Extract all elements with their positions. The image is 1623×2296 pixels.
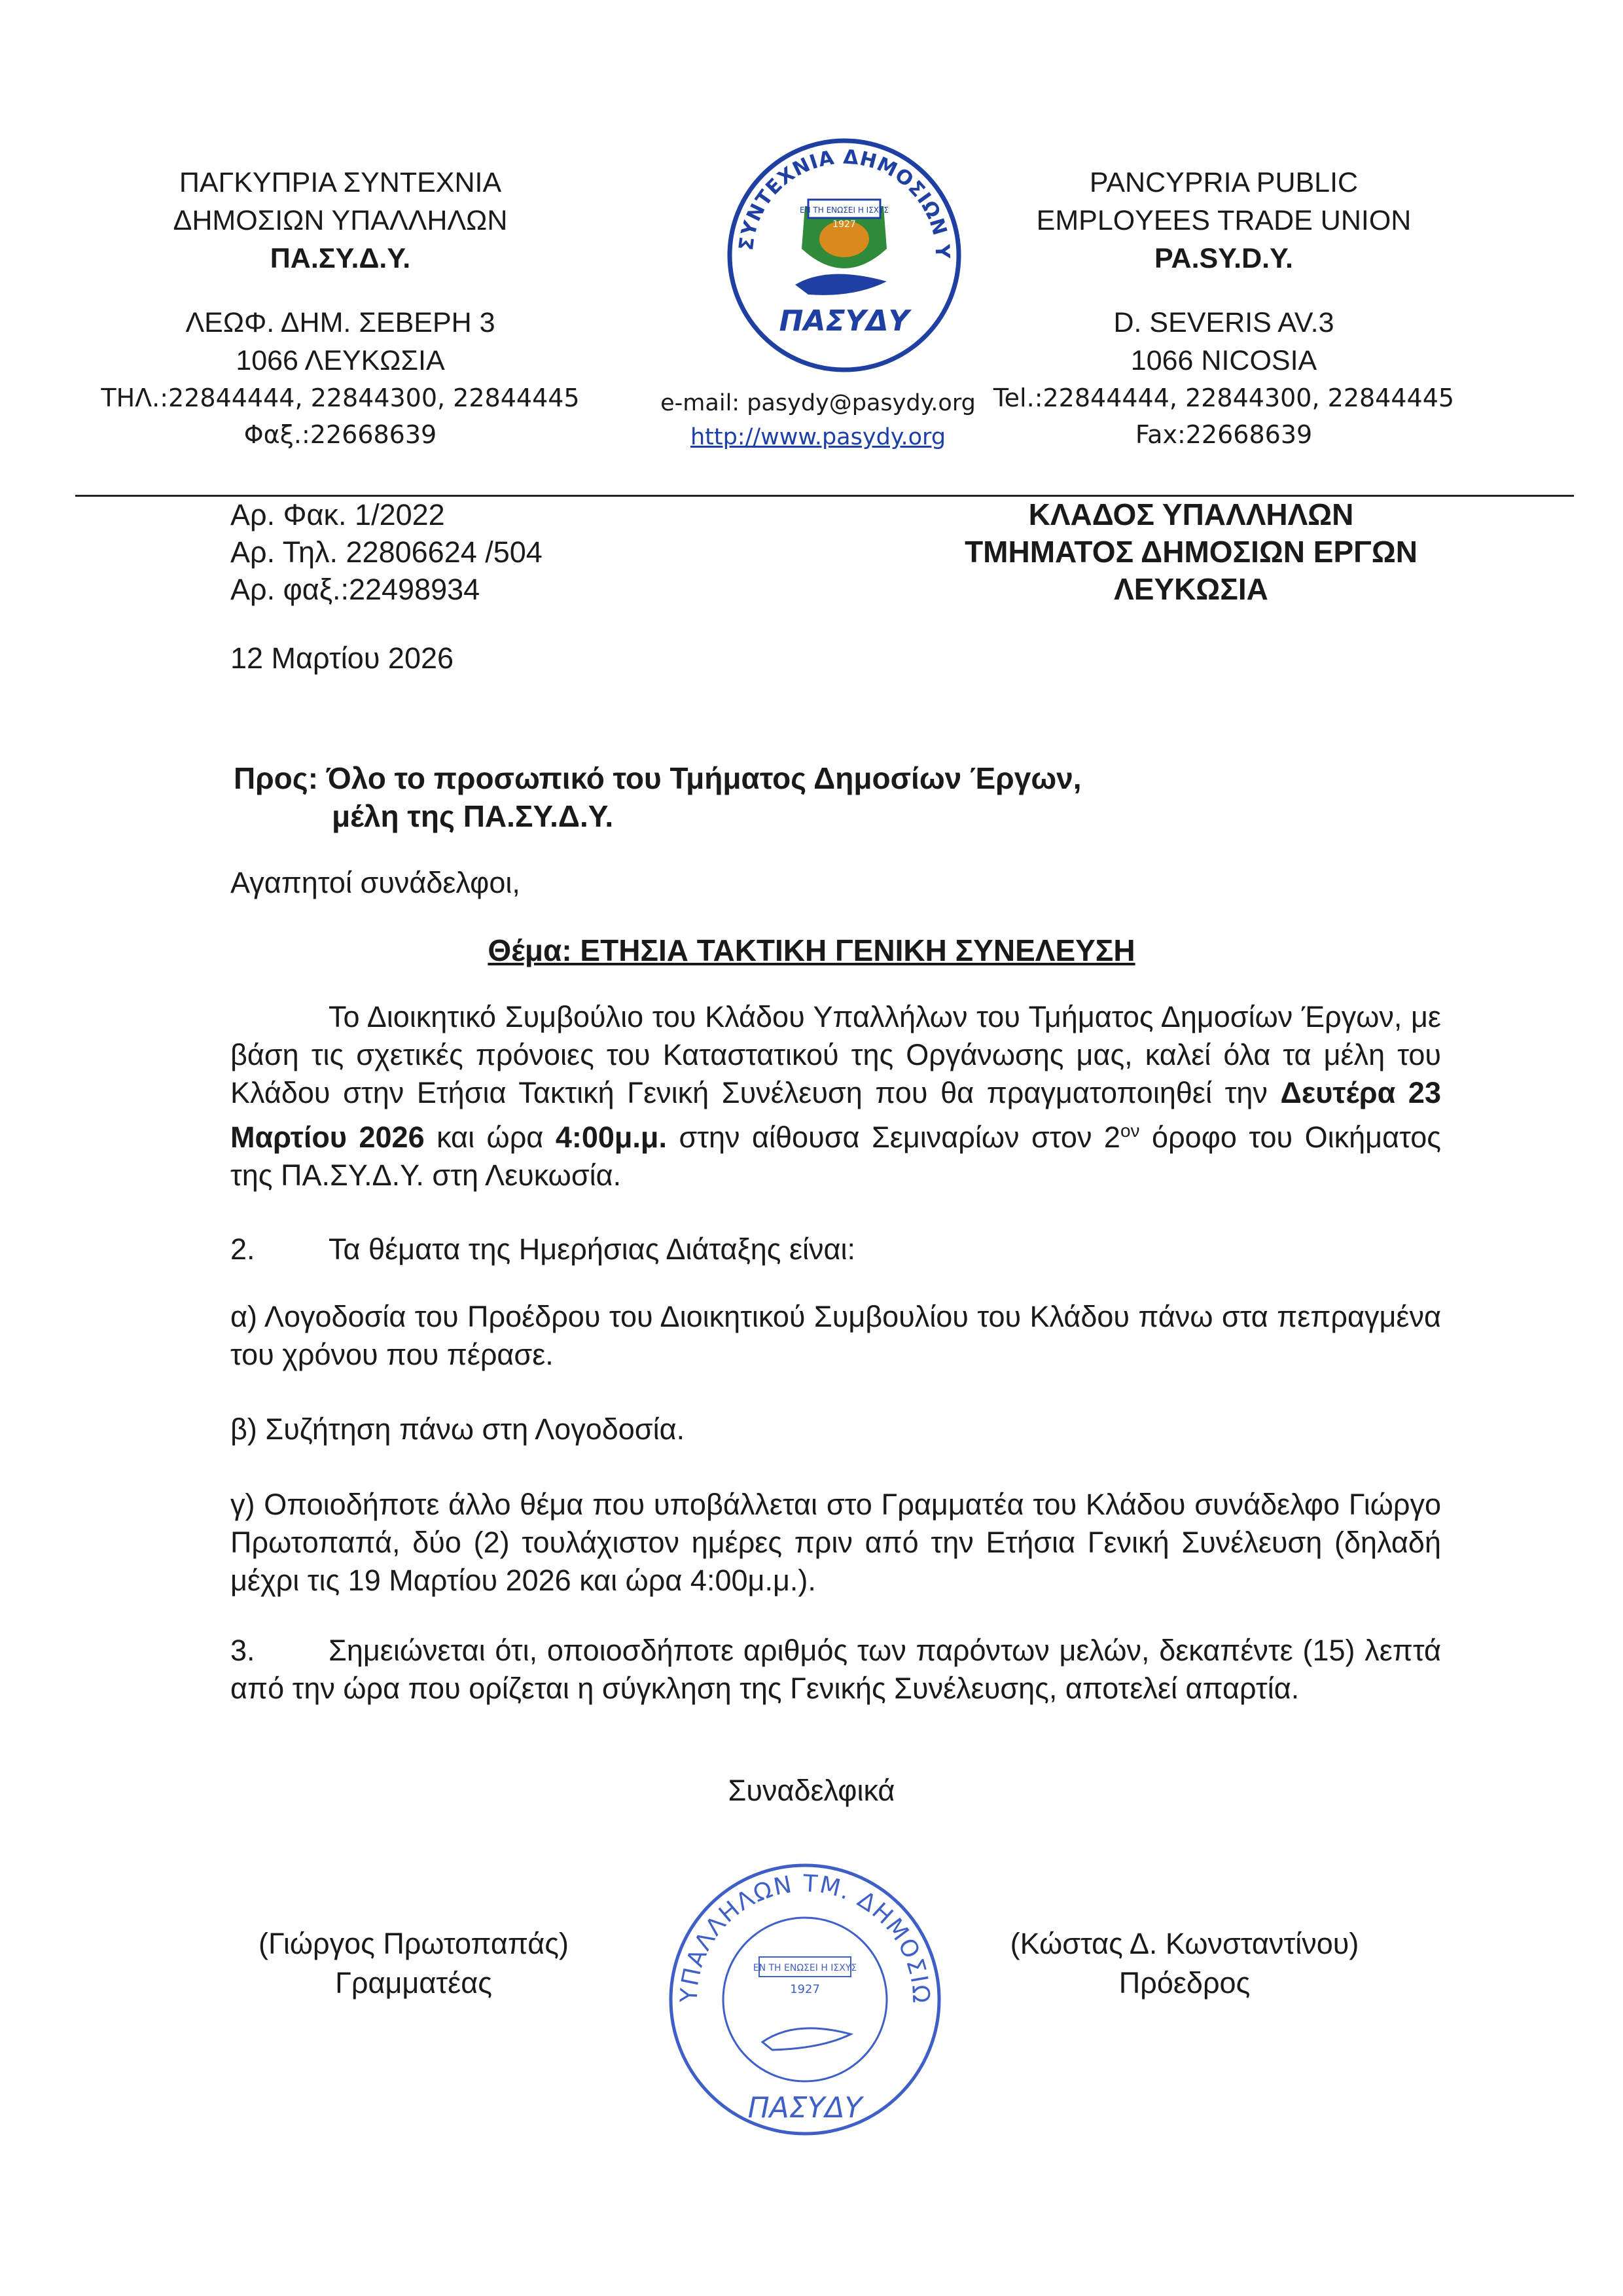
city: 1066 ΛΕΥΚΩΣΙΑ (236, 345, 445, 376)
agenda-item-c: γ) Οποιοδήποτε άλλο θέμα που υποβάλλεται στο Γραμματέα του Κλάδου συνάδελφο Γιώργο Πρωτοπαπά, δύο (2) τουλάχιστον ημέρες πριν από την Ετήσια Γενική Συνέλευση (δηλαδή μέχρι τις 19 Μαρτίου 2026 και ώρα 4:00μ.μ.). (230, 1488, 1441, 1597)
logo-ring-text: ΣΥΝΤΕΧΝΙΑ ΔΗΜΟΣΙΩΝ Υ (734, 145, 954, 260)
agenda-item-b: β) Συζήτηση πάνω στη Λογοδοσία. (230, 1412, 685, 1446)
recipient-line2: μέλη της ΠΑ.ΣΥ.Δ.Υ. (332, 799, 614, 833)
paragraph-3 (230, 1632, 1441, 1708)
greeting: Αγαπητοί συνάδελφοι, (230, 866, 520, 899)
branch-line2: ΤΜΗΜΑΤΟΣ ΔΗΜΟΣΙΩΝ ΕΡΓΩΝ (965, 535, 1418, 569)
telephone: ΤΗΛ.:22844444, 22844300, 22844445 (101, 384, 580, 412)
president-title: Πρόεδρος (1118, 1966, 1251, 2000)
file-number: Αρ. Φακ. 1/2022 (230, 498, 445, 531)
stamp-banner: ΕΝ ΤΗ ΕΝΩΣΕΙ Η ΙΣΧΥΣ (753, 1963, 857, 1973)
union-abbr: ΠΑ.ΣΥ.Δ.Υ. (270, 243, 411, 274)
secretary-title: Γραμματέας (335, 1966, 492, 2000)
secretary-name: (Γιώργος Πρωτοπαπάς) (259, 1927, 569, 1960)
paragraph-1-text-4: όροφο του Οικήματος της ΠΑ.ΣΥ.Δ.Υ. στη Λευκωσία. (230, 1121, 1441, 1192)
signatory-secretary (230, 1924, 597, 2003)
meeting-time: 4:00μ.μ. (555, 1121, 667, 1154)
closing: Συναδελφικά (728, 1774, 895, 1807)
president-name: (Κώστας Δ. Κωνσταντίνου) (1010, 1927, 1359, 1960)
union-abbr-en: PA.SY.D.Y. (1154, 243, 1293, 274)
union-name-line1: ΠΑΓΚΥΠΡΙΑ ΣΥΝΤΕΧΝΙΑ (179, 167, 502, 198)
paragraph-1-text-2: και ώρα (437, 1121, 544, 1154)
branch-line3: ΛΕΥΚΩΣΙΑ (1114, 572, 1268, 606)
logo-year: 1927 (832, 219, 856, 230)
paragraph-2-text: Τα θέματα της Ημερήσιας Διάταξης είναι: (329, 1232, 856, 1266)
recipient-line1: Προς: Όλο το προσωπικό του Τμήματος Δημοσίων Έργων, (234, 761, 1082, 795)
dove-icon (795, 274, 887, 295)
reference-telephone: Αρ. Τηλ. 22806624 /504 (230, 535, 543, 569)
signatory-president (982, 1924, 1387, 2003)
stamp-bottom-text: ΠΑΣΥΔΥ (747, 2091, 863, 2125)
subject-text: Θέμα: ΕΤΗΣΙΑ ΤΑΚΤΙΚΗ ΓΕΝΙΚΗ ΣΥΝΕΛΕΥΣΗ (488, 933, 1135, 967)
header-left (92, 164, 589, 453)
subject (0, 933, 1623, 968)
union-name-en-line2: EMPLOYEES TRADE UNION (1036, 205, 1412, 236)
fax-en: Fax:22668639 (1135, 420, 1313, 449)
contact-block (648, 386, 988, 454)
union-logo (723, 134, 965, 376)
ordinal-suffix: ον (1120, 1121, 1140, 1141)
paragraph-1-text-3: στην αίθουσα Σεμιναρίων στον 2 (679, 1121, 1120, 1154)
telephone-en: Tel.:22844444, 22844300, 22844445 (993, 384, 1455, 412)
recipient (234, 759, 1082, 835)
header-right (962, 164, 1486, 453)
union-name-line2: ΔΗΜΟΣΙΩΝ ΥΠΑΛΛΗΛΩΝ (173, 205, 508, 236)
stamp-year: 1927 (790, 1982, 820, 1996)
stamp-ring-text: ΥΠΑΛΛΗΛΩΝ ΤΜ. ΔΗΜΟΣΙΩ (675, 1870, 935, 2005)
fax: Φαξ.:22668639 (243, 420, 437, 449)
branch-block (929, 496, 1453, 608)
city-en: 1066 NICOSIA (1130, 345, 1317, 376)
email: e-mail: pasydy@pasydy.org (660, 390, 976, 416)
address-en: D. SEVERIS AV.3 (1113, 307, 1334, 338)
meeting-date: Δευτέρα 23 Μαρτίου 2026 (230, 1076, 1441, 1154)
stamp-dove-icon (762, 2028, 851, 2050)
logo-bottom-text: ΠΑΣΥΔΥ (779, 304, 910, 338)
address: ΛΕΩΦ. ΔΗΜ. ΣΕΒΕΡΗ 3 (185, 307, 495, 338)
agenda-item-a: α) Λογοδοσία του Προέδρου του Διοικητικού Συμβουλίου του Κλάδου πάνω στα πεπραγμένα του χρόνου που πέρασε. (230, 1300, 1441, 1371)
branch-stamp (664, 1859, 946, 2140)
paragraph-1-text: Το Διοικητικό Συμβούλιο του Κλάδου Υπαλλήλων του Τμήματος Δημοσίων Έργων, με βάση τις σχετικές πρόνοιες του Καταστατικού της Οργάνωσης μας, καλεί όλα τα μέλη του Κλάδου στην Ετήσια Τακτική Γενική Συνέλευση που θα πραγματοποιηθεί την (230, 1000, 1441, 1109)
reference-block (230, 496, 543, 608)
paragraph-2-number: 2. (230, 1232, 255, 1266)
reference-fax: Αρ. φαξ.:22498934 (230, 573, 480, 606)
paragraph-3-text: Σημειώνεται ότι, οποιοσδήποτε αριθμός των παρόντων μελών, δεκαπέντε (15) λεπτά από την ώρα που ορίζεται η σύγκληση της Γενικής Συνέλευσης, αποτελεί απαρτία. (230, 1634, 1441, 1705)
paragraph-1 (230, 998, 1441, 1194)
paragraph-2 (230, 1230, 1441, 1268)
paragraph-3-number: 3. (230, 1634, 255, 1667)
union-name-en-line1: PANCYPRIA PUBLIC (1089, 167, 1359, 198)
branch-line1: ΚΛΑΔΟΣ ΥΠΑΛΛΗΛΩΝ (1028, 497, 1354, 531)
logo-banner: ΕΝ ΤΗ ΕΝΩΣΕΙ Η ΙΣΧΥΣ (800, 206, 889, 215)
website-link[interactable]: http://www.pasydy.org (690, 424, 946, 450)
letter-date: 12 Μαρτίου 2026 (230, 641, 454, 675)
